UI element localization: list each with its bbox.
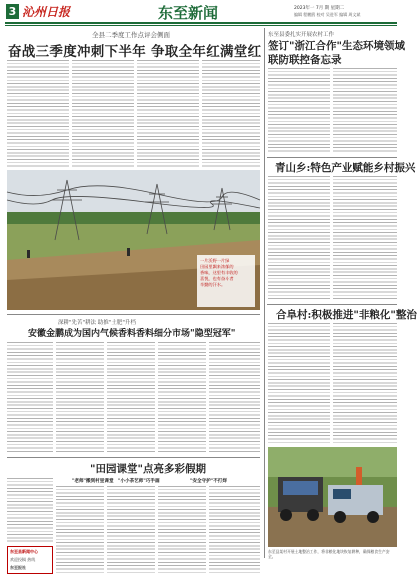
right-divider-2 xyxy=(267,304,397,305)
lead-story-body-col2 xyxy=(72,60,134,167)
bottom-story-body-col1 xyxy=(7,478,53,543)
bottom-story-body-col4 xyxy=(158,486,206,574)
bottom-subhead-1: "老师"搬到村里课堂 xyxy=(72,479,114,484)
bottom-story-body-col5 xyxy=(209,486,260,574)
mid-story-body-col4 xyxy=(158,342,206,454)
right-mid-body-col1 xyxy=(268,176,330,301)
lead-story-headline: 奋战三季度冲刺下半年 争取全年红满堂红 xyxy=(8,44,262,60)
ad-line-1: 东至县新闻中心 xyxy=(10,549,38,554)
section-title: 东至新闻 xyxy=(158,4,219,22)
bottom-subhead-2: "小小茶艺师"巧手画 xyxy=(118,479,160,484)
right-top-headline-2: 联防联控备忘录 xyxy=(268,54,342,66)
issue-date: 2023年一 7月 期 星期二 xyxy=(294,6,345,11)
right-lower-body-col1 xyxy=(268,323,330,443)
right-divider-1 xyxy=(267,157,397,158)
lead-story-body-col1 xyxy=(7,60,69,167)
ad-line-2: 欢迎投稿 热线 xyxy=(10,557,36,562)
masthead-rule-thin xyxy=(5,25,397,26)
right-top-body-col1 xyxy=(268,68,330,153)
ad-box xyxy=(7,546,53,574)
poem-box xyxy=(197,255,255,307)
truck-photo-caption: 东至县某村开展土地整治工作，将非粮化地块恢复耕种，确保粮食生产安全。 xyxy=(268,549,390,559)
mid-story-kicker: 深耕"先苦"耕法 助推"土肥"升档 xyxy=(58,320,136,326)
truck-photo xyxy=(268,447,397,547)
poem-line-3: 香味，这里有丰收的 xyxy=(200,270,238,275)
poem-line-1: 一片沃野一片绿 xyxy=(200,258,230,263)
page-number-badge: 3 xyxy=(6,4,19,19)
column-divider xyxy=(264,28,265,558)
mid-story-body-col2 xyxy=(56,342,104,454)
lead-story-body-col4 xyxy=(202,60,260,167)
right-mid-body-col2 xyxy=(333,176,397,301)
bottom-subhead-3: "安全守护"不打烊 xyxy=(190,479,227,484)
right-top-kicker: 东至县委扎实开展农村工作 xyxy=(268,32,335,38)
mid-story-headline: 安徽金鹏成为国内气候香料香料细分市场"隐型冠军" xyxy=(28,329,236,339)
editors-line: 编辑 程鹏鸥 校对 吴进军 编辑 周文斌 xyxy=(294,12,361,17)
bottom-story-body-col3 xyxy=(107,486,155,574)
mid-divider xyxy=(7,314,260,315)
right-lower-headline: 合阜村:积极推进"非粮化"整治 xyxy=(276,309,417,321)
lead-story-kicker: 全县二季度工作点评会侧面 xyxy=(92,31,170,39)
right-lower-body-col2 xyxy=(333,323,397,443)
lead-story-body-col3 xyxy=(137,60,199,167)
right-mid-headline: 青山乡:特色产业赋能乡村振兴 xyxy=(275,162,416,174)
masthead-rule xyxy=(5,22,397,24)
ad-line-3: 东至报社 xyxy=(10,565,26,570)
mid-story-body-col1 xyxy=(7,342,53,454)
right-top-body-col2 xyxy=(333,68,397,153)
bottom-story-headline: "田园课堂"点亮多彩假期 xyxy=(90,463,206,475)
poem-line-5: 辛勤的汗水。 xyxy=(200,282,226,287)
mid-story-body-col3 xyxy=(107,342,155,454)
bottom-divider xyxy=(7,457,260,458)
poem-line-2: 田园里飘来浓郁的 xyxy=(200,264,234,269)
newspaper-logo: 沁州日报 xyxy=(22,5,71,19)
right-top-headline-1: 签订"浙江合作"生态环境领域 xyxy=(268,40,405,52)
mid-story-body-col5 xyxy=(209,342,260,454)
bottom-story-body-col2 xyxy=(56,486,104,574)
poem-line-4: 喜悦，也有奋斗者 xyxy=(200,276,234,281)
